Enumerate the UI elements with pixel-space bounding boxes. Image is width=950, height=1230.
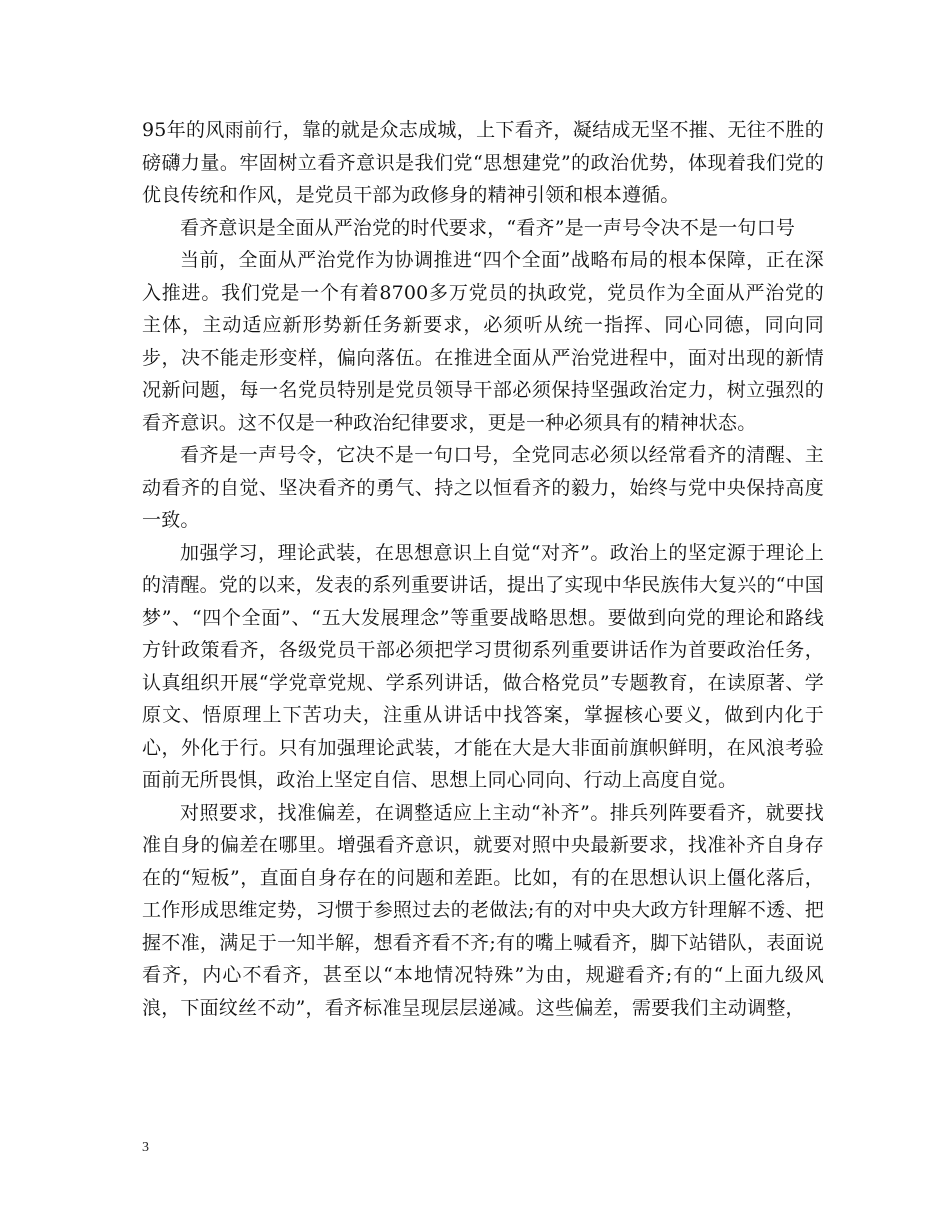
paragraph-4: 看齐是一声号令，它决不是一句口号，全党同志必须以经常看齐的清醒、主动看齐的自觉、坚决看齐的勇气、持之以恒看齐的毅力，始终与党中央保持高度一致。 bbox=[142, 444, 824, 531]
page-number: 3 bbox=[142, 1140, 149, 1155]
paragraph-1: 95年的风雨前行，靠的就是众志成城，上下看齐，凝结成无坚不摧、无往不胜的磅礴力量。牢固树立看齐意识是我们党“思想建党”的政治优势，体现着我们党的优良传统和作风，是党员干部为政修身的精神引领和根本遵循。 bbox=[142, 119, 824, 206]
paragraph-6: 对照要求，找准偏差，在调整适应上主动“补齐”。排兵列阵要看齐，就要找准自身的偏差在哪里。增强看齐意识，就要对照中央最新要求，找准补齐自身存在的“短板”，直面自身存在的问题和差距。比如，有的在思想认识上僵化落后，工作形成思维定势，习惯于参照过去的老做法;有的对中央大政方针理解不透、把握不准，满足于一知半解，想看齐看不齐;有的嘴上喊看齐，脚下站错队，表面说看齐，内心不看齐，甚至以“本地情况特殊”为由，规避看齐;有的“上面九级风浪，下面纹丝不动”，看齐标准呈现层层递减。这些偏差，需要我们主动调整， bbox=[142, 801, 824, 1019]
paragraph-2-heading: 看齐意识是全面从严治党的时代要求，“看齐”是一声号令决不是一句口号 bbox=[180, 216, 796, 239]
paragraph-5: 加强学习，理论武装，在思想意识上自觉“对齐”。政治上的坚定源于理论上的清醒。党的以来，发表的系列重要讲话，提出了实现中华民族伟大复兴的“中国梦”、“四个全面”、“五大发展理念”等重要战略思想。要做到向党的理论和路线方针政策看齐，各级党员干部必须把学习贯彻系列重要讲话作为首要政治任务，认真组织开展“学党章党规、学系列讲话，做合格党员”专题教育，在读原著、学原文、悟原理上下苦功夫，注重从讲话中找答案，掌握核心要义，做到内化于心，外化于行。只有加强理论武装，才能在大是大非面前旗帜鲜明，在风浪考验面前无所畏惧，政治上坚定自信、思想上同心同向、行动上高度自觉。 bbox=[142, 541, 824, 791]
paragraph-3: 当前，全面从严治党作为协调推进“四个全面”战略布局的根本保障，正在深入推进。我们党是一个有着8700多万党员的执政党，党员作为全面从严治党的主体，主动适应新形势新任务新要求，必须听从统一指挥、同心同德，同向同步，决不能走形变样，偏向落伍。在推进全面从严治党进程中，面对出现的新情况新问题，每一名党员特别是党员领导干部必须保持坚强政治定力，树立强烈的看齐意识。这不仅是一种政治纪律要求，更是一种必须具有的精神状态。 bbox=[142, 249, 824, 434]
document-body bbox=[142, 114, 824, 1024]
